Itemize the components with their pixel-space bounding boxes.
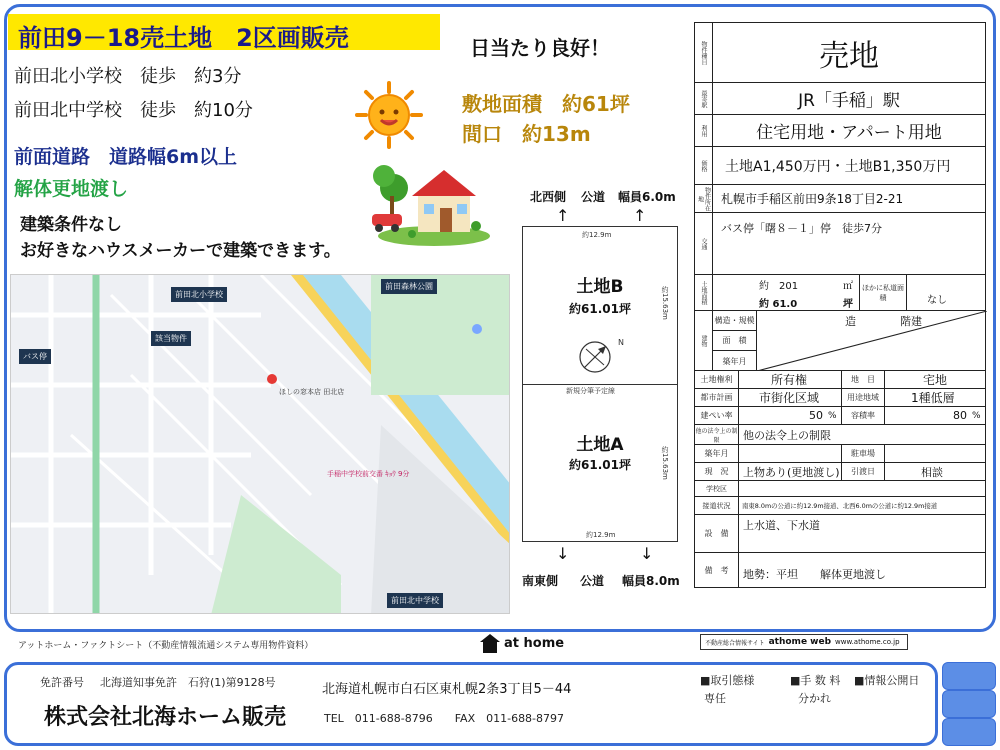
map-place-shop: ほしの窓本店 田北店 — [279, 388, 345, 396]
land-area-tsubo: 約 61.0 — [759, 298, 798, 310]
lot-a-area: 約61.01坪 — [569, 458, 631, 472]
row-facilities: 設 備 上水道、下水道 — [695, 515, 985, 553]
row-ratios: 建ぺい率 50 % 容積率 80 % — [695, 407, 985, 425]
demolish-line: 解体更地渡し — [14, 178, 129, 200]
fee-value: 分かれ — [798, 692, 831, 705]
land-category: 宅地 — [923, 373, 948, 387]
plot-divider-line — [522, 384, 678, 385]
area-map[interactable] — [10, 274, 510, 614]
north-side-label: 北西側 — [530, 190, 567, 204]
top-dimension: 約12.9m — [582, 231, 612, 239]
listing-title: 前田9－18売土地 2区画販売 — [8, 14, 440, 50]
row-address: 物件所在地 札幌市手稲区前田9条18丁目2-21 — [695, 185, 985, 213]
divider-note: 新規分筆予定線 — [566, 387, 615, 395]
north-width-label: 幅員6.0m — [618, 190, 676, 204]
handover: 相談 — [921, 465, 943, 479]
north-mark: N — [618, 338, 624, 347]
row-school: 学校区 — [695, 481, 985, 497]
row-status: 現 況 上物あり(更地渡し) 引渡日 相談 — [695, 463, 985, 481]
city-plan: 市街化区域 — [759, 391, 820, 405]
elementary-school-line: 前田北小学校 徒歩 約3分 — [14, 66, 242, 87]
row-legal: 他の法令上の制限 他の法令上の制限 — [695, 425, 985, 445]
row-land-area: 土地面積 約 201 ㎡ 約 61.0 坪 ほかに私道面積 なし — [695, 275, 985, 311]
address: 札幌市手稲区前田9条18丁目2-21 — [721, 192, 904, 206]
company-address: 北海道札幌市白石区東札幌2条3丁目5－44 — [322, 682, 572, 697]
compass-icon — [578, 340, 612, 374]
row-year-parking: 築年月 駐車場 — [695, 445, 985, 463]
private-road: なし — [927, 295, 947, 306]
publish-date-label: ■情報公開日 — [854, 674, 920, 687]
sunny-text: 日当たり良好！ — [470, 36, 610, 60]
junior-high-school-line: 前田北中学校 徒歩 約10分 — [14, 100, 253, 121]
bottom-dimension: 約12.9m — [586, 531, 616, 539]
row-rights: 土地権利 所有権 地 目 宅地 — [695, 371, 985, 389]
row-road: 接道状況 南東8.0mの公道に約12.9m接道、北西6.0mの公道に約12.9m接道 — [695, 497, 985, 515]
legal-restrictions: 他の法令上の制限 — [743, 428, 831, 442]
south-road-label: 公道 — [580, 574, 605, 588]
house-logo-icon — [478, 632, 502, 654]
sun-illustration — [354, 80, 424, 150]
lot-b-area: 約61.01坪 — [569, 302, 631, 316]
license-label: 免許番号 — [40, 676, 84, 689]
condition-line-2: お好きなハウスメーカーで建築できます。 — [20, 241, 341, 261]
front-road-line: 前面道路 道路幅6m以上 — [14, 146, 238, 168]
lot-a-side-dimension: 約15.63m — [661, 446, 669, 480]
current-status: 上物あり(更地渡し) — [743, 465, 840, 479]
remarks: 地勢：平坦 解体更地渡し — [743, 568, 886, 581]
map-streets — [11, 275, 510, 614]
row-building: 建物 構造・規模 造 階建 面 積 築年月 — [695, 311, 985, 371]
map-label-bus-stop: バス停 — [19, 349, 51, 364]
nearest-station: JR「手稲」駅 — [798, 91, 900, 111]
building-coverage: 50 — [809, 409, 823, 422]
map-label-junior-high: 前田北中学校 — [387, 593, 443, 608]
lot-a-name: 土地A — [576, 435, 624, 455]
north-road-label: 公道 — [581, 190, 606, 204]
license-number: 北海道知事免許 石狩(1)第9128号 — [100, 676, 276, 689]
map-label-park: 前田森林公園 — [381, 279, 437, 294]
fee-label: ■手 数 料 — [790, 674, 841, 687]
arrow-down-icon: ↓ — [556, 544, 570, 563]
lot-b-side-dimension: 約15.63m — [661, 286, 669, 320]
row-city-plan: 都市計画 市街化区域 用途地域 1種低層 — [695, 389, 985, 407]
athome-logo: at home — [504, 636, 565, 651]
property-info-table — [694, 22, 986, 588]
frontage-text: 間口 約13m — [462, 122, 591, 146]
row-type: 物件種目 売地 — [695, 23, 985, 83]
facilities: 上水道、下水道 — [743, 519, 820, 532]
zoning: 1種低層 — [911, 391, 955, 405]
house-illustration — [364, 156, 490, 248]
athome-web-banner[interactable]: 不動産総合情報サイト athome web www.athome.co.jp — [700, 634, 908, 650]
bcr-percent: % — [828, 410, 837, 421]
land-area-m2: 約 201 — [759, 280, 799, 292]
floor-area-ratio: 80 — [953, 409, 967, 422]
far-percent: % — [972, 410, 981, 421]
unit-tsubo: 坪 — [843, 298, 853, 310]
row-station: 最寄駅 JR「手稲」駅 — [695, 83, 985, 115]
side-tab[interactable] — [942, 662, 996, 690]
land-rights: 所有権 — [771, 373, 808, 387]
map-label-property: 該当物件 — [151, 331, 191, 346]
road-access: 南東8.0mの公道に約12.9m接道、北西6.0mの公道に約12.9m接道 — [742, 502, 938, 510]
structure: 造 階建 — [845, 315, 922, 328]
unit-m2: ㎡ — [843, 280, 853, 292]
trade-label: ■取引態様 — [700, 674, 755, 687]
condition-line-1: 建築条件なし — [20, 215, 122, 235]
side-tabs — [942, 662, 996, 746]
map-label-elementary: 前田北小学校 — [171, 287, 227, 302]
lot-b-name: 土地B — [576, 277, 624, 297]
row-use: 利用 住宅用地・アパート用地 — [695, 115, 985, 147]
row-traffic: 交通 バス停「曙８－１」停 徒歩7分 — [695, 213, 985, 275]
trade-type: 専任 — [704, 692, 726, 705]
side-tab[interactable] — [942, 718, 996, 746]
company-phone: TEL 011-688-8796 FAX 011-688-8797 — [324, 712, 565, 725]
south-side-label: 南東側 — [522, 574, 559, 588]
property-type: 売地 — [819, 38, 879, 74]
building-strikethrough — [757, 311, 987, 371]
arrow-up-icon: ↑ — [633, 206, 647, 225]
map-place-koban: 手稲中学校前交番 ｷｮｳ 9分 — [327, 470, 410, 478]
price: 土地A1,450万円・土地B1,350万円 — [725, 158, 951, 175]
site-area-text: 敷地面積 約61坪 — [462, 92, 630, 116]
side-tab[interactable] — [942, 690, 996, 718]
south-width-label: 幅員8.0m — [622, 574, 680, 588]
row-price: 価格 土地A1,450万円・土地B1,350万円 — [695, 147, 985, 185]
traffic: バス停「曙８－１」停 徒歩7分 — [721, 222, 882, 235]
arrow-up-icon: ↑ — [556, 206, 570, 225]
factsheet-caption: アットホーム・ファクトシート（不動産情報流通システム専用物件資料） — [18, 641, 314, 651]
row-remarks: 備 考 地勢：平坦 解体更地渡し — [695, 553, 985, 587]
arrow-down-icon: ↓ — [640, 544, 654, 563]
land-use: 住宅用地・アパート用地 — [756, 123, 942, 143]
company-name: 株式会社北海ホーム販売 — [44, 705, 287, 730]
